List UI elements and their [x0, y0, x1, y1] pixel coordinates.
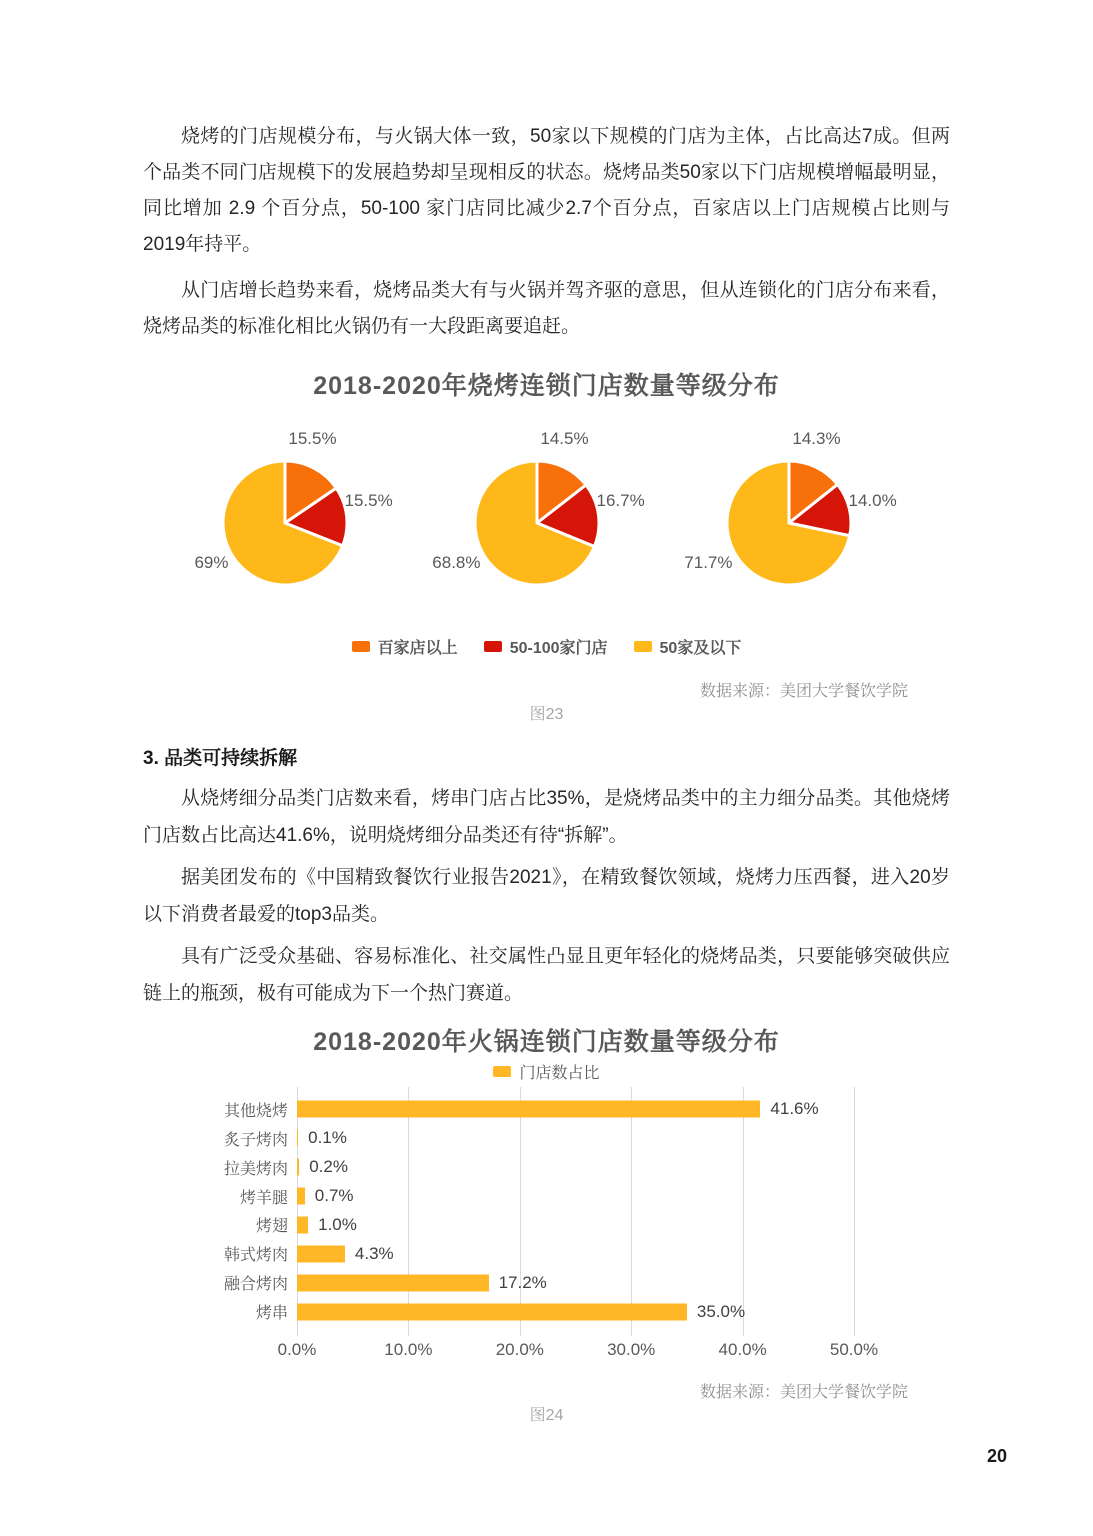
- bar-category-label: 韩式烤肉: [223, 1247, 288, 1265]
- bar: [297, 1303, 687, 1320]
- pie-chart-title: 2018-2020年烧烤连锁门店数量等级分布: [313, 372, 780, 400]
- bar-row: [297, 1268, 854, 1297]
- paragraph-subcategory: 从烧烤细分品类门店数来看，烤串门店占比35%，是烧烤品类中的主力细分品类。其他烧烤门店数占比高达41.6%，说明烧烤细分品类还有待“拆解”。: [143, 788, 950, 846]
- pie-data-label: 71.7%: [684, 553, 733, 572]
- bar-value-label: 0.1%: [308, 1128, 347, 1148]
- bar: [297, 1274, 489, 1291]
- bar-category-label: 烤翅: [255, 1218, 288, 1236]
- bar-category-label: 烤羊腿: [239, 1189, 288, 1207]
- page-number: 20: [986, 1446, 1007, 1466]
- pie-data-label: 16.7%: [596, 491, 645, 510]
- bar-row: [297, 1095, 854, 1124]
- x-axis-tick-label: 10.0%: [384, 1340, 433, 1359]
- bar: [297, 1188, 305, 1205]
- pie-svg: [471, 457, 603, 589]
- paragraph-store-scale: 烧烤的门店规模分布，与火锅大体一致，50家以下规模的门店为主体，占比高达7成。但两个品类不同门店规模下的发展趋势却呈现相反的状态。烧烤品类50家以下门店规模增幅最明显，同比增加 2.9 个百分点，50-100 家门店同比减少2.7个百分点，百家店以上门店规模占比则与2019年持平。: [143, 126, 950, 255]
- bar-category-label: 其他烧烤: [223, 1102, 288, 1120]
- x-axis-tick-label: 50.0%: [829, 1340, 879, 1359]
- pie-chart-source: 数据来源：美团大学餐饮学院: [699, 683, 908, 700]
- section-heading: 3. 品类可持续拆解: [143, 748, 298, 769]
- pie-data-label: 14.3%: [792, 429, 841, 448]
- legend-item: [352, 635, 458, 658]
- bar-chart-source: 数据来源：美团大学餐饮学院: [699, 1384, 908, 1401]
- pie-chart: [159, 429, 411, 591]
- paragraph-meituan-report: 据美团发布的《中国精致餐饮行业报告2021》，在精致餐饮领域，烧烤力压西餐，进入20岁以下消费者最爱的top3品类。: [143, 867, 950, 925]
- bar-plot: [297, 1087, 854, 1336]
- bar-chart-caption: 图24: [529, 1407, 564, 1424]
- pie-data-label: 15.5%: [288, 429, 337, 448]
- pie-svg: [219, 457, 351, 589]
- pie-charts-row: [143, 429, 950, 591]
- bar-value-label: 17.2%: [498, 1272, 547, 1292]
- bar: [297, 1245, 345, 1262]
- bar-category-label: 炙子烤肉: [223, 1131, 288, 1149]
- legend-item: [484, 635, 608, 658]
- legend-label: 50-100家门店: [509, 639, 608, 657]
- pie-data-label: 69%: [194, 553, 229, 572]
- pie-data-label: 15.5%: [344, 491, 393, 510]
- legend-item: [634, 635, 742, 658]
- legend-label: 50家及以下: [659, 639, 742, 657]
- bar-value-label: 4.3%: [354, 1243, 394, 1263]
- pie-chart: [411, 429, 663, 591]
- pie-data-label: 14.5%: [540, 429, 589, 448]
- figure-bar-chart: [143, 1025, 950, 1428]
- legend-swatch-icon: [634, 641, 652, 652]
- bar-row: [297, 1297, 854, 1326]
- bar-category-label: 拉美烤肉: [223, 1160, 288, 1178]
- x-axis-tick-label: 40.0%: [718, 1340, 767, 1359]
- pie-data-label: 14.0%: [848, 491, 897, 510]
- pie-data-label: 68.8%: [432, 553, 481, 572]
- bar-row: [297, 1211, 854, 1240]
- bar-category-label: 融合烤肉: [223, 1276, 288, 1294]
- pie-chart-legend: [143, 635, 950, 657]
- bar-chart-title: 2018-2020年火锅连锁门店数量等级分布: [313, 1028, 780, 1056]
- legend-item: [493, 1060, 599, 1083]
- paragraph-hot-track: 具有广泛受众基础、容易标准化、社交属性凸显且更年轻化的烧烤品类，只要能够突破供应链上的瓶颈，极有可能成为下一个热门赛道。: [143, 946, 950, 1004]
- bar-row: [297, 1124, 854, 1153]
- bar-category-label: 烤串: [255, 1305, 288, 1323]
- bar-rows: [297, 1095, 854, 1326]
- bar: [297, 1130, 298, 1147]
- x-axis-tick-label: 0.0%: [277, 1340, 317, 1359]
- bar-chart-legend: [143, 1060, 950, 1082]
- bar: [297, 1101, 760, 1118]
- bar-value-label: 1.0%: [318, 1214, 357, 1234]
- pie-svg: [723, 457, 855, 589]
- page-content: [143, 0, 950, 1428]
- legend-swatch-icon: [493, 1066, 511, 1077]
- legend-swatch-icon: [352, 641, 370, 652]
- gridline: [854, 1087, 855, 1336]
- bar-value-label: 35.0%: [696, 1301, 746, 1321]
- pie-chart: [663, 429, 915, 591]
- bar-row: [297, 1153, 854, 1182]
- paragraph-growth-trend: 从门店增长趋势来看，烧烤品类大有与火锅并驾齐驱的意思，但从连锁化的门店分布来看，烧烤品类的标准化相比火锅仍有一大段距离要追赶。: [143, 280, 950, 337]
- bar-row: [297, 1239, 854, 1268]
- legend-swatch-icon: [484, 641, 502, 652]
- bar-value-label: 41.6%: [770, 1099, 819, 1119]
- bar-row: [297, 1182, 854, 1211]
- bar-value-label: 0.7%: [314, 1186, 354, 1206]
- x-axis-tick-label: 20.0%: [495, 1340, 544, 1359]
- bar: [297, 1159, 299, 1176]
- legend-label: 百家店以上: [377, 639, 458, 657]
- figure-pie-charts: [143, 369, 950, 727]
- bar-chart-area: [143, 1087, 950, 1336]
- x-axis-tick-label: 30.0%: [607, 1340, 656, 1359]
- legend-label: 门店数占比: [519, 1064, 600, 1082]
- bar-category-labels: [143, 1095, 288, 1326]
- bar-value-label: 0.2%: [309, 1157, 348, 1177]
- x-axis: [277, 1336, 879, 1362]
- pie-chart-caption: 图23: [529, 706, 564, 723]
- bar: [297, 1216, 308, 1233]
